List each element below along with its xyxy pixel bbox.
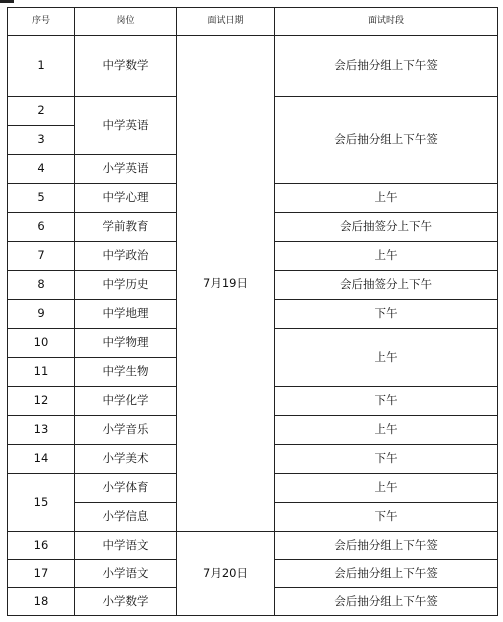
serial-cell: 8 — [8, 271, 75, 300]
session-cell: 会后抽分组上下午签 — [275, 97, 498, 184]
date-cell: 7月19日 — [177, 36, 275, 532]
session-cell: 上午 — [275, 416, 498, 445]
serial-cell: 3 — [8, 126, 75, 155]
header-interview-date: 面试日期 — [177, 8, 275, 36]
post-cell: 中学地理 — [75, 300, 177, 329]
serial-cell: 4 — [8, 155, 75, 184]
post-cell: 中学化学 — [75, 387, 177, 416]
session-cell: 会后抽分组上下午签 — [275, 588, 498, 616]
post-cell: 中学历史 — [75, 271, 177, 300]
serial-cell: 5 — [8, 184, 75, 213]
serial-cell: 1 — [8, 36, 75, 97]
session-cell: 上午 — [275, 474, 498, 503]
header-serial: 序号 — [8, 8, 75, 36]
session-cell: 会后抽分组上下午签 — [275, 560, 498, 588]
post-cell: 小学数学 — [75, 588, 177, 616]
serial-cell: 2 — [8, 97, 75, 126]
post-cell: 小学美术 — [75, 445, 177, 474]
post-cell: 学前教育 — [75, 213, 177, 242]
serial-cell: 6 — [8, 213, 75, 242]
header-post: 岗位 — [75, 8, 177, 36]
post-cell: 小学语文 — [75, 560, 177, 588]
date-cell: 7月20日 — [177, 532, 275, 616]
session-cell: 下午 — [275, 445, 498, 474]
post-cell: 中学政治 — [75, 242, 177, 271]
session-cell: 下午 — [275, 503, 498, 532]
header-row — [8, 8, 498, 36]
interview-schedule-table — [7, 7, 498, 616]
serial-cell: 15 — [8, 474, 75, 532]
session-cell: 下午 — [275, 300, 498, 329]
serial-cell: 7 — [8, 242, 75, 271]
serial-cell: 17 — [8, 560, 75, 588]
serial-cell: 14 — [8, 445, 75, 474]
serial-cell: 12 — [8, 387, 75, 416]
session-cell: 会后抽分组上下午签 — [275, 532, 498, 560]
serial-cell: 13 — [8, 416, 75, 445]
serial-cell: 11 — [8, 358, 75, 387]
table-row — [8, 532, 498, 560]
serial-cell: 10 — [8, 329, 75, 358]
post-cell: 小学体育 — [75, 474, 177, 503]
post-cell: 中学心理 — [75, 184, 177, 213]
session-cell: 上午 — [275, 184, 498, 213]
top-edge-fragment — [0, 0, 14, 3]
serial-cell: 18 — [8, 588, 75, 616]
post-cell: 中学英语 — [75, 97, 177, 155]
session-cell: 下午 — [275, 387, 498, 416]
header-interview-session: 面试时段 — [275, 8, 498, 36]
post-cell: 中学生物 — [75, 358, 177, 387]
session-cell: 上午 — [275, 329, 498, 387]
post-cell: 小学信息 — [75, 503, 177, 532]
post-cell: 中学语文 — [75, 532, 177, 560]
session-cell: 会后抽签分上下午 — [275, 213, 498, 242]
post-cell: 中学物理 — [75, 329, 177, 358]
serial-cell: 16 — [8, 532, 75, 560]
table-row — [8, 36, 498, 97]
post-cell: 中学数学 — [75, 36, 177, 97]
session-cell: 会后抽分组上下午签 — [275, 36, 498, 97]
post-cell: 小学音乐 — [75, 416, 177, 445]
post-cell: 小学英语 — [75, 155, 177, 184]
serial-cell: 9 — [8, 300, 75, 329]
session-cell: 上午 — [275, 242, 498, 271]
session-cell: 会后抽签分上下午 — [275, 271, 498, 300]
